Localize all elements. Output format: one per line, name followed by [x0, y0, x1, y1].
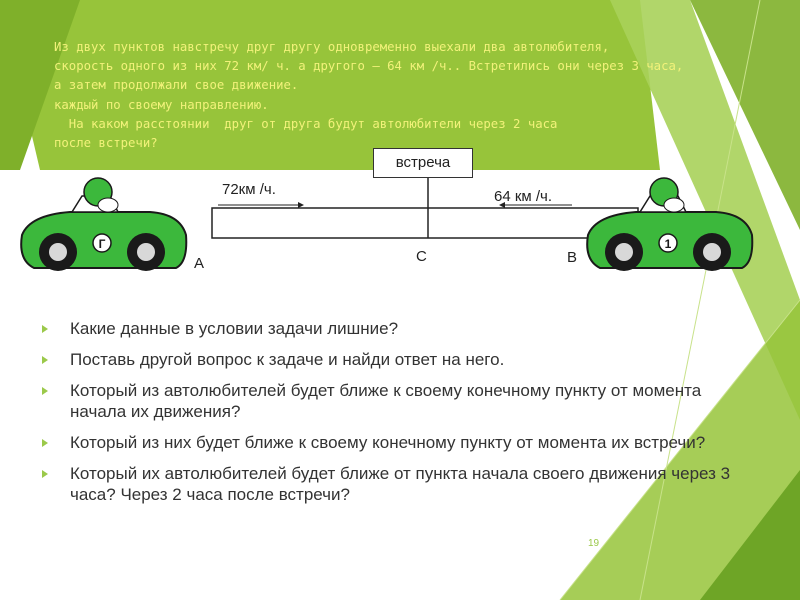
list-item: [42, 318, 762, 339]
question-text: Какие данные в условии задачи лишние?: [70, 319, 399, 338]
bullet-arrow-icon: [42, 325, 48, 333]
task-line: Из двух пунктов навстречу друг другу одновременно выехали два автолюбителя,: [54, 40, 610, 54]
question-text: Который из автолюбителей будет ближе к своему конечному пункту от момента начала их движения?: [70, 381, 702, 421]
car-right: [587, 178, 752, 271]
point-c-label: С: [416, 248, 427, 265]
bullet-arrow-icon: [42, 439, 48, 447]
car-left-number: Г: [98, 237, 106, 251]
task-text: [54, 38, 774, 153]
speed-left-label: 72км /ч.: [222, 181, 276, 198]
task-line: На каком расстоянии друг от друга будут автолюбители через 2 часа: [54, 116, 558, 131]
bullet-arrow-icon: [42, 356, 48, 364]
list-item: [42, 463, 762, 505]
list-item: [42, 380, 762, 422]
question-text: Который их автолюбителей будет ближе от пункта начала своего движения через 3 часа? Через 2 часа после встречи?: [70, 464, 731, 504]
point-b-label: В: [567, 249, 578, 266]
task-line: каждый по своему направлению.: [54, 97, 269, 112]
point-a-label: А: [194, 255, 205, 272]
question-text: Который из них будет ближе к своему конечному пункту от момента их встречи?: [70, 433, 706, 452]
task-line: а затем продолжали свое движение.: [54, 78, 299, 93]
list-item: [42, 432, 762, 453]
task-line: после встречи?: [54, 136, 158, 151]
car-right-number: 1: [664, 237, 672, 251]
page-number: 19: [588, 538, 600, 549]
meeting-label-box: встреча: [373, 148, 473, 178]
task-line: скорость одного из них 72 км/ ч. а другого – 64 км /ч.. Встретились они через 3 часа,: [54, 59, 684, 74]
car-left: [21, 178, 186, 271]
bullet-arrow-icon: [42, 470, 48, 478]
questions-list: [42, 318, 762, 515]
route-bar: [212, 208, 638, 238]
speed-right-label: 64 км /ч.: [494, 188, 553, 205]
bullet-arrow-icon: [42, 387, 48, 395]
list-item: [42, 349, 762, 370]
arrow-right-head: [298, 202, 304, 208]
question-text: Поставь другой вопрос к задаче и найди ответ на него.: [70, 350, 505, 369]
